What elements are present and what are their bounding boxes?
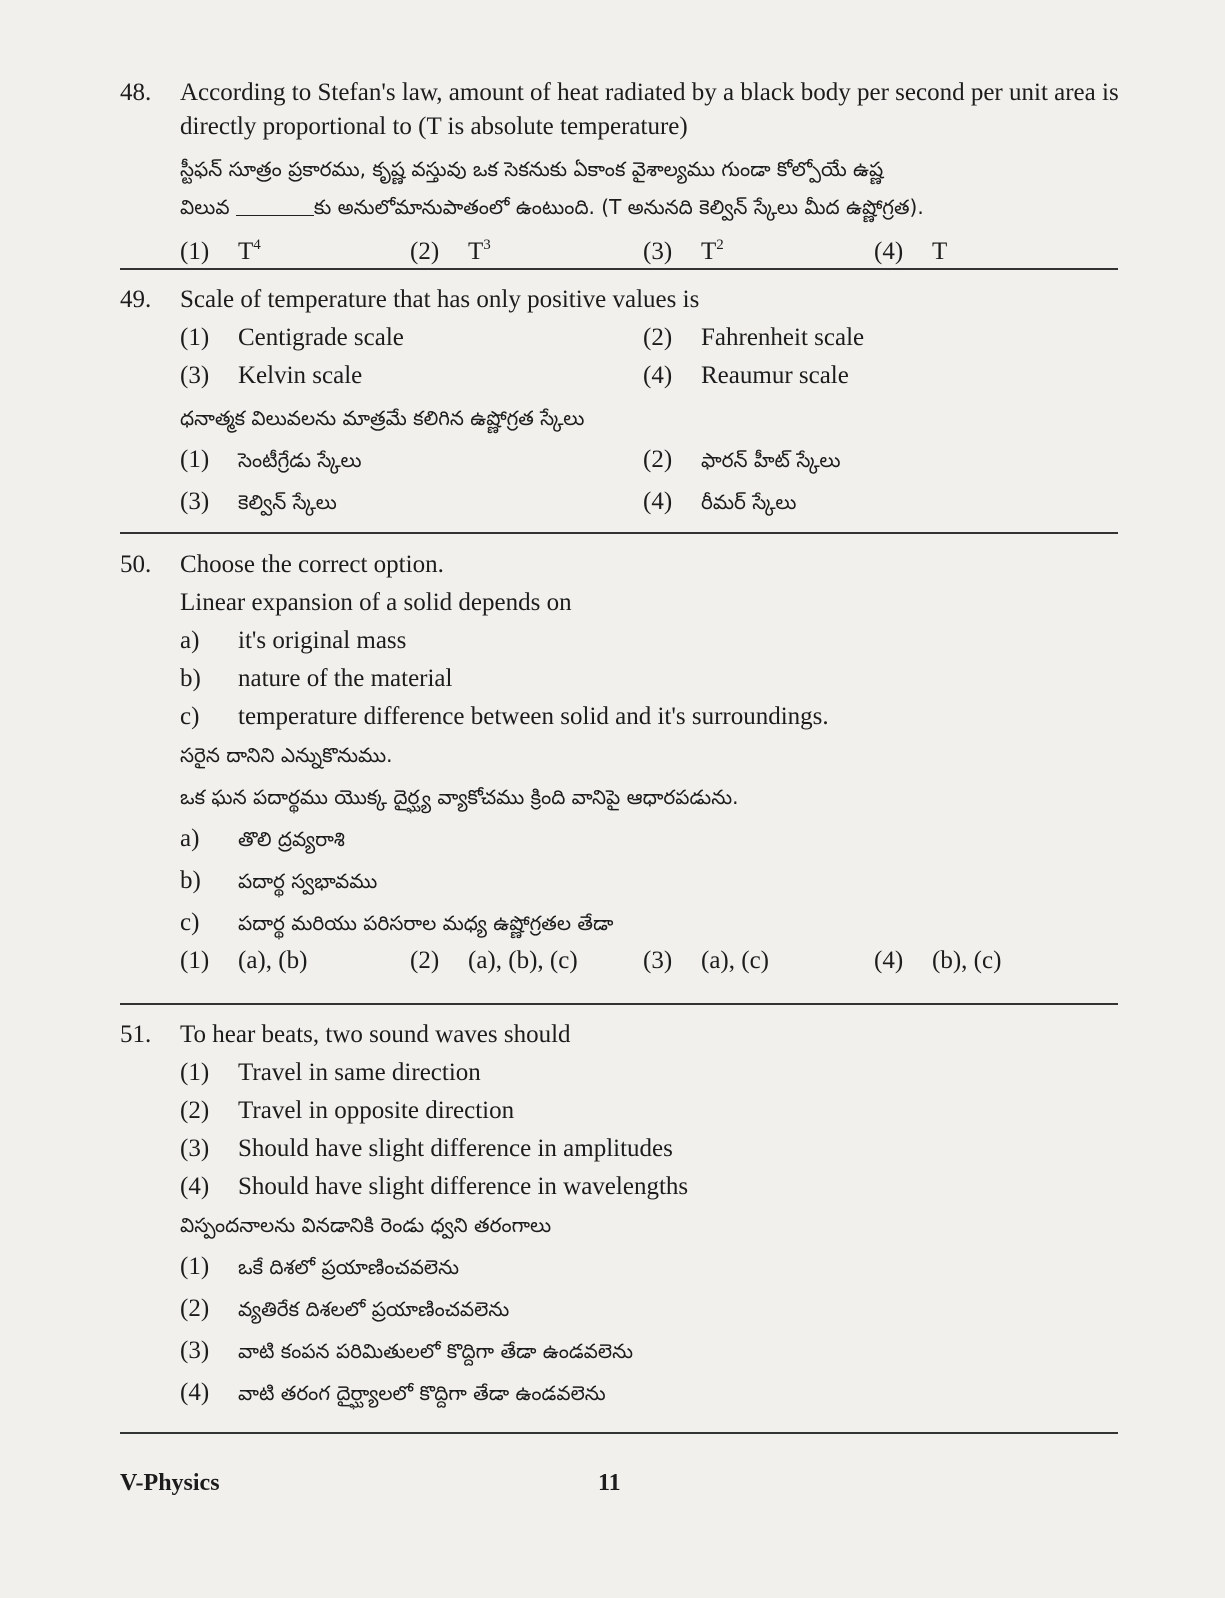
option-te-4: (4) వాటి తరంగ దైర్ఘ్యాలలో కొద్దిగా తేడా ఉండవలెను — [180, 1379, 606, 1406]
question-51 — [120, 1016, 1120, 1412]
question-text-en: According to Stefan's law, amount of heat radiated by a black body per second per unit area is directly proportional to (T is absolute temperature) — [180, 79, 1119, 140]
option-te-1: (1) ఒకే దిశలో ప్రయాణించవలెను — [180, 1253, 460, 1280]
question-number: 48. — [120, 79, 152, 106]
question-line-1: Choose the correct option. — [180, 551, 444, 578]
item-a: a) it's original mass — [180, 627, 407, 654]
divider — [120, 268, 1118, 270]
option-4: (4) Should have slight difference in wavelengths — [180, 1173, 689, 1200]
option-3: (3) (a), (c) — [643, 947, 769, 974]
item-b: b) nature of the material — [180, 665, 453, 692]
divider — [120, 532, 1118, 534]
item-te-c: c) పదార్థ మరియు పరిసరాల మధ్య ఉష్ణోగ్రతల తేడా — [180, 909, 614, 936]
option-te-2: (2) ఫారన్ హీట్ స్కేలు — [643, 446, 841, 473]
option-te-1: (1) సెంటీగ్రేడు స్కేలు — [180, 446, 362, 473]
divider — [120, 1432, 1118, 1434]
question-number: 51. — [120, 1021, 152, 1048]
item-c: c) temperature difference between solid and it's surroundings. — [180, 703, 829, 730]
option-1: (1) (a), (b) — [180, 947, 308, 974]
te-suffix: కు అనులోమానుపాతంలో ఉంటుంది. (T అనునది కెల్విన్ స్కేలు మీద ఉష్ణోగ్రత). — [313, 195, 924, 219]
option-1: (1) Travel in same direction — [180, 1059, 481, 1086]
option-te-2: (2) వ్యతిరేక దిశలలో ప్రయాణించవలెను — [180, 1295, 510, 1322]
option-2: (2) Fahrenheit scale — [643, 324, 865, 351]
question-48 — [120, 74, 1120, 264]
option-2: (2) (a), (b), (c) — [410, 947, 578, 974]
question-te-line-2: ఒక ఘన పదార్థము యొక్క దైర్ఘ్య వ్యాకోచము క్రింది వానిపై ఆధారపడును. — [180, 785, 739, 809]
options-row-2 — [180, 357, 1120, 395]
item-te-b: b) పదార్థ స్వభావము — [180, 867, 378, 894]
question-text-te-line2 — [180, 188, 1120, 226]
question-50 — [120, 546, 1120, 980]
option-2: (2) Travel in opposite direction — [180, 1097, 515, 1124]
page-number: 11 — [598, 1470, 621, 1496]
option-te-3: (3) కెల్విన్ స్కేలు — [180, 488, 337, 515]
option-3: (3) Kelvin scale — [180, 362, 363, 389]
options — [180, 942, 1120, 980]
question-te-line-1: సరైన దానిని ఎన్నుకొనుము. — [180, 743, 393, 767]
question-number: 49. — [120, 286, 152, 313]
te-prefix: విలువ — [180, 195, 230, 219]
question-number: 50. — [120, 551, 152, 578]
option-4: (4) Reaumur scale — [643, 362, 849, 389]
option-3: (3) Should have slight difference in amplitudes — [180, 1135, 673, 1162]
divider — [120, 1003, 1118, 1005]
options-te-row-2 — [180, 483, 1120, 521]
option-2: (2) $T^3$ — [410, 237, 491, 265]
fill-blank — [236, 193, 314, 216]
options-te-row-1 — [180, 441, 1120, 479]
question-text-en: To hear beats, two sound waves should — [180, 1021, 571, 1048]
option-4: (4) T — [874, 238, 948, 265]
options-row-1 — [180, 319, 1120, 357]
option-1: (1) $T^4$ — [180, 237, 261, 265]
option-te-4: (4) రీమర్ స్కేలు — [643, 488, 797, 515]
subject-label: V-Physics — [120, 1470, 220, 1496]
options — [180, 226, 1120, 264]
item-te-a: a) తొలి ద్రవ్యరాశి — [180, 825, 345, 852]
question-text-te: ధనాత్మక విలువలను మాత్రమే కలిగిన ఉష్ణోగ్రత స్కేలు — [180, 406, 585, 430]
question-text-te: విస్పందనాలను వినడానికి రెండు ధ్వని తరంగాలు — [180, 1213, 552, 1237]
option-4: (4) (b), (c) — [874, 947, 1002, 974]
question-text-en: Scale of temperature that has only positive values is — [180, 286, 700, 313]
question-49 — [120, 281, 1120, 521]
question-text-te: స్టీఫన్ సూత్రం ప్రకారము, కృష్ణ వస్తువు ఒక సెకనుకు ఏకాంక వైశాల్యము గుండా కోల్పోయే ఉష్ణ — [180, 157, 884, 181]
question-line-2: Linear expansion of a solid depends on — [180, 589, 572, 616]
option-te-3: (3) వాటి కంపన పరిమితులలో కొద్దిగా తేడా ఉండవలెను — [180, 1337, 634, 1364]
option-1: (1) Centigrade scale — [180, 324, 404, 351]
option-3: (3) $T^2$ — [643, 237, 724, 265]
